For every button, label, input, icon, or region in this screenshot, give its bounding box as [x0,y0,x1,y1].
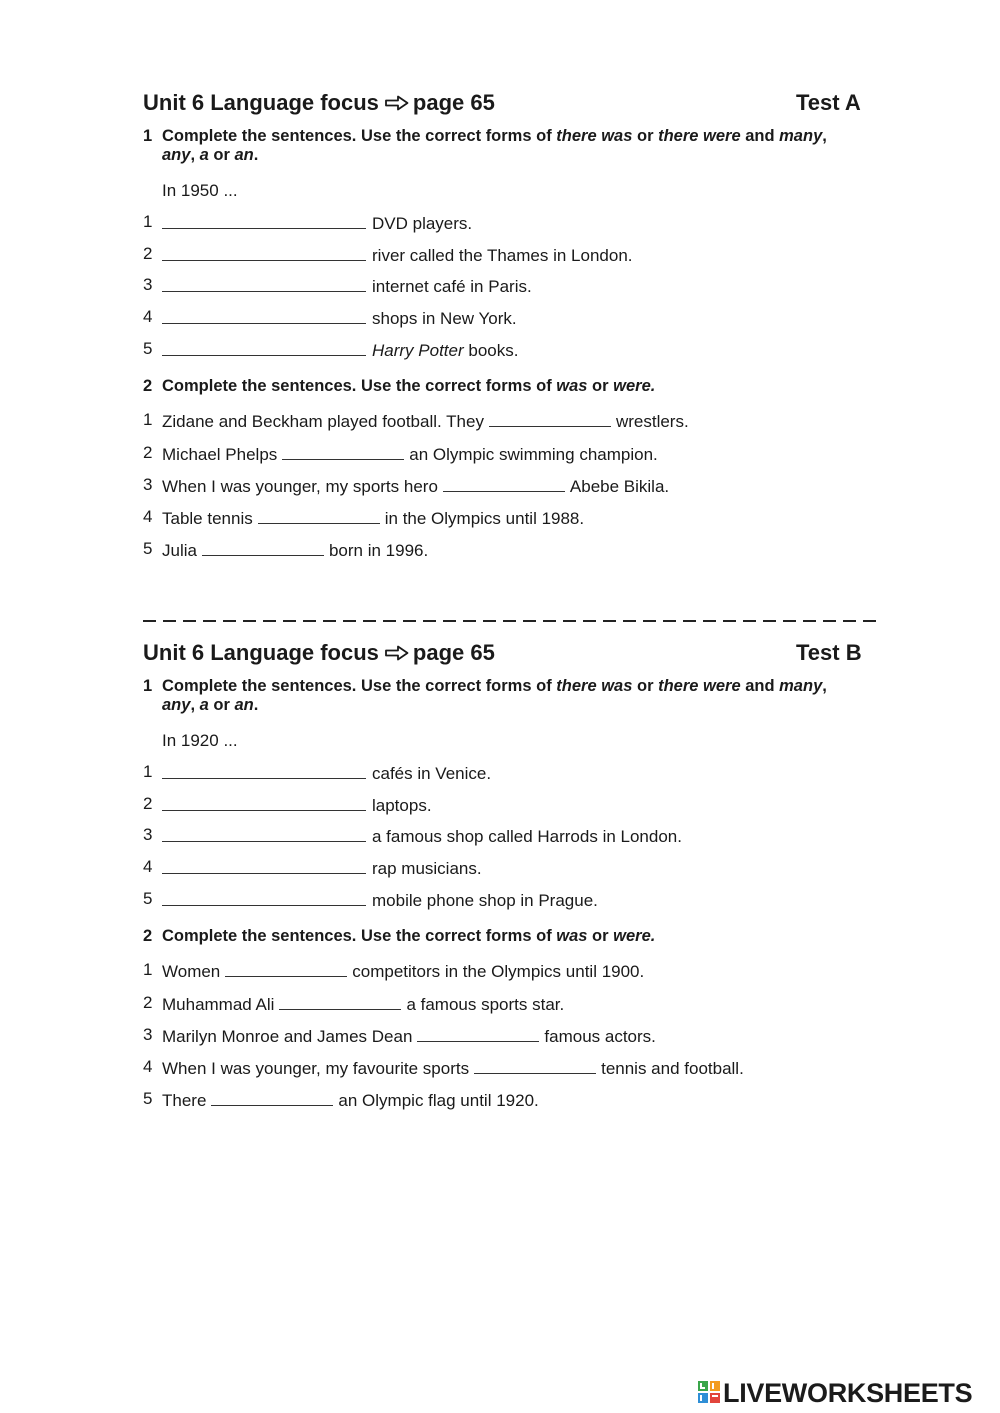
list-item [143,539,913,571]
answer-blank[interactable] [282,443,404,460]
instr-em: there were [658,677,741,695]
instr-text: , [822,127,827,145]
instr-em: were. [613,377,656,396]
answer-blank[interactable] [211,1089,333,1106]
test-label: Test A [796,90,861,115]
list-item [143,993,913,1025]
item-number: 3 [143,474,153,494]
unit-title: Unit 6 Language focus [143,90,379,115]
list-item [143,212,913,244]
item-number: 4 [143,507,153,526]
unit-heading [143,640,495,667]
item-number: 5 [143,1089,153,1109]
item-number: 4 [143,857,153,877]
page-ref: page 65 [412,640,495,665]
instr-em: there were [658,127,741,145]
item-number: 1 [143,212,153,231]
instr-em: an [234,696,254,714]
test-a-section [143,90,913,571]
item-text: DVD players. [372,214,473,233]
item-number: 3 [143,1024,153,1044]
list-item [143,339,913,371]
item-number: 2 [143,793,153,813]
year-intro: In 1950 ... [162,181,238,200]
page-ref: page 65 [412,90,495,115]
answer-blank[interactable] [162,825,366,842]
instr-em: a [199,146,209,164]
list-item [143,475,913,507]
test-b-section [143,640,913,1121]
instr-text: Complete the sentences. Use the correct forms of [162,677,557,695]
item-number: 2 [143,442,153,462]
item-text: river called the Thames in London. [372,245,633,265]
instr-text: or [208,146,235,164]
item-text: Julia [162,541,197,561]
instr-text: or [208,696,235,714]
item-text: Abebe Bikila. [569,476,670,496]
exercise-1-instruction [143,127,913,165]
item-text: an Olympic swimming champion. [409,444,658,464]
item-number: 2 [143,992,153,1012]
item-text: laptops. [372,795,432,815]
item-number: 5 [143,539,153,559]
instr-em: an [234,146,254,164]
item-text: Women [162,962,221,982]
right-arrow-icon [385,91,409,117]
item-text: rap musicians. [372,859,482,879]
answer-blank[interactable] [225,960,347,977]
answer-blank[interactable] [162,889,366,906]
instr-text: or [587,927,614,946]
answer-blank[interactable] [162,212,366,229]
item-text: a famous sports star. [406,994,565,1014]
exercise-1-instruction [143,677,913,715]
right-arrow-icon [385,641,409,667]
list-item [143,1025,913,1057]
exercise-2-items [143,410,913,571]
answer-blank[interactable] [489,410,611,427]
liveworksheets-logo[interactable] [697,1378,997,1408]
instr-text: , [822,677,827,695]
item-number: 5 [143,888,153,908]
exercise-1-items [143,762,913,920]
item-text: Michael Phelps [162,444,278,464]
item-text: books. [463,340,519,360]
item-number: 1 [143,410,153,430]
instr-text: and [740,677,780,695]
list-item [143,275,913,307]
list-item [143,443,913,475]
answer-blank[interactable] [443,475,565,492]
instr-text: or [632,127,659,145]
list-item [143,762,913,794]
list-item [143,244,913,276]
list-item [143,1089,913,1121]
unit-title: Unit 6 Language focus [143,640,379,665]
test-b-header [143,640,913,672]
exercise-2-instruction [143,927,913,946]
item-text: shops in New York. [372,309,517,329]
test-a-header [143,90,913,122]
list-item [143,857,913,889]
instr-em: was [556,927,588,946]
instr-text: Complete the sentences. Use the correct forms of [162,127,557,145]
item-text: famous actors. [544,1026,656,1046]
item-text: There [162,1091,207,1111]
list-item [143,825,913,857]
list-item [143,307,913,339]
item-number: 4 [143,307,153,327]
instr-em: were. [613,927,656,946]
answer-blank[interactable] [162,794,366,811]
answer-blank[interactable] [279,993,401,1010]
instr-em: many [779,127,823,145]
exercise-number: 1 [143,677,153,695]
exercise-2-items [143,960,913,1121]
instr-em: many [779,677,823,695]
exercise-1-items [143,212,913,370]
item-text: competitors in the Olympics until 1900. [352,962,645,982]
answer-blank[interactable] [258,507,380,524]
answer-blank[interactable] [202,539,324,556]
item-number: 2 [143,243,153,263]
instr-text: . [253,696,259,714]
list-item [143,960,913,992]
list-item [143,507,913,539]
instr-em: was [556,377,588,396]
item-text: tennis and football. [601,1059,744,1078]
item-text: When I was younger, my favourite sports [162,1059,470,1078]
exercise-number: 2 [143,927,153,946]
item-text: Marilyn Monroe and James Dean [162,1026,413,1046]
instr-text: or [632,677,659,695]
answer-blank[interactable] [162,307,366,324]
instr-em: there was [556,127,633,145]
answer-blank[interactable] [162,275,366,292]
instr-text: , [190,696,200,714]
test-label: Test B [796,640,862,665]
item-number: 1 [143,762,153,781]
exercise-2-instruction [143,377,913,396]
unit-heading [143,90,495,117]
instr-text: . [253,146,259,164]
list-item [143,1057,913,1089]
instr-text: and [740,127,780,145]
item-text: cafés in Venice. [372,764,492,783]
item-number: 1 [143,960,153,980]
item-text: an Olympic flag until 1920. [338,1091,539,1111]
list-item [143,410,913,442]
liveworksheets-logo-icon [697,1380,721,1404]
item-text: born in 1996. [328,541,429,561]
item-text: wrestlers. [615,412,689,432]
answer-blank[interactable] [162,762,366,779]
instr-em: a [199,696,209,714]
item-number: 4 [143,1057,153,1076]
instr-text: or [587,377,614,396]
answer-blank[interactable] [417,1025,539,1042]
item-text: Table tennis [162,509,253,528]
item-text: mobile phone shop in Prague. [372,890,598,910]
answer-blank[interactable] [474,1057,596,1074]
item-number: 5 [143,338,153,358]
item-number: 3 [143,275,153,295]
item-text: When I was younger, my sports hero [162,476,438,496]
answer-blank[interactable] [162,857,366,874]
answer-blank[interactable] [162,339,366,356]
instr-text: Complete the sentences. Use the correct forms of [162,927,557,946]
instr-em: any [162,146,191,164]
item-text: internet café in Paris. [372,277,532,297]
instr-text: , [190,146,200,164]
item-number: 3 [143,825,153,845]
item-text: Zidane and Beckham played football. They [162,412,484,432]
instr-text: Complete the sentences. Use the correct forms of [162,377,557,396]
exercise-number: 2 [143,377,153,396]
year-intro: In 1920 ... [162,731,238,750]
instr-em: there was [556,677,633,695]
list-item [143,889,913,921]
item-text-italic: Harry Potter [372,340,464,360]
cut-line-divider [143,610,881,624]
brand-name: LIVEWORKSHEETS [723,1378,973,1408]
answer-blank[interactable] [162,244,366,261]
item-text: Muhammad Ali [162,994,275,1014]
item-text: a famous shop called Harrods in London. [372,827,682,847]
exercise-number: 1 [143,127,153,145]
instr-em: any [162,696,191,714]
list-item [143,794,913,826]
item-text: in the Olympics until 1988. [384,509,585,528]
